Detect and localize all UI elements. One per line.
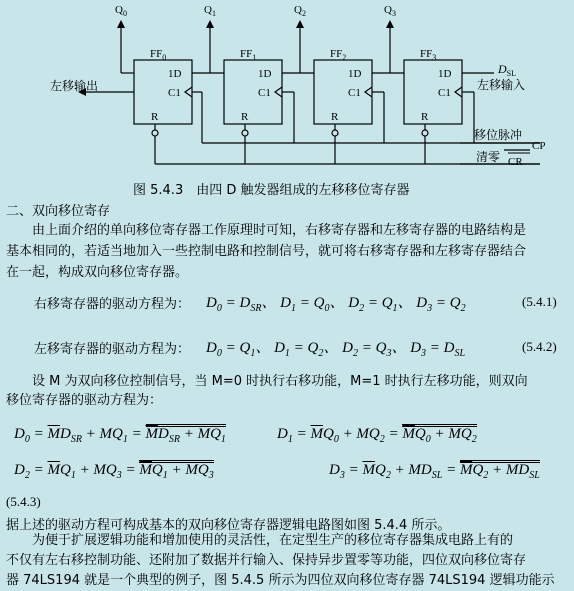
q3-label: $Q_3$ [384,4,396,18]
ff3-box [404,60,462,124]
ff3-pin-c: C1 [438,87,451,99]
left-shift-eq-number: (5.4.2) [522,339,557,354]
ff1-pin-c: C1 [258,87,271,99]
eq-d0: $D_0 = \overline{M}D_{SR} + MQ_1 = \overline{M}D_{SR} + MQ_1$ [14,426,226,445]
figure-caption: 图 5.4.3 由四 D 触发器组成的左移移位寄存器 [133,183,410,198]
dsl-label: $D_{SL}$ [498,62,517,78]
left-shift-equation: $D_0 = Q_1$、 $D_1 = Q_2$、 $D_2 = Q_3$、 $D_3 = D_{SL}$ [206,340,466,359]
shift-register-diagram [0,0,574,178]
ff0-pin-r: R [151,111,159,123]
ff1-pin-d: 1D [258,68,272,80]
last-line1: 为便于扩展逻辑功能和增加使用的灵活性，在定型生产的移位寄存器集成电路上有的 [6,533,514,548]
circuit-reference-line: 据上述的驱动方程可构成基本的双向移位寄存器逻辑电路图如图 5.4.4 所示。 [6,518,451,533]
eq-d2: $D_2 = \overline{M}Q_1 + MQ_3 = \overline{M}Q_1 + MQ_3$ [14,462,214,481]
q2-label: $Q_2$ [294,4,306,18]
para1-line1: 由上面介绍的单向移位寄存器工作原理时可知，右移寄存器和左移寄存器的电路结构是 [6,223,527,238]
ff0-pin-d: 1D [168,68,182,80]
m-signal-line2: 移位寄存器的驱动方程为： [6,393,163,408]
section-heading: 二、双向移位寄存 [6,204,111,219]
cp-label: CP [532,140,546,152]
cr-label: CR [508,156,523,168]
ff2-pin-r: R [331,111,339,123]
ff3-label: $FF_3$ [420,48,437,62]
right-shift-eq-number: (5.4.1) [522,294,557,309]
ff2-pin-d: 1D [348,68,362,80]
left-shift-label: 左移寄存器的驱动方程为： [34,342,191,357]
eq-d1: $D_1 = \overline{M}Q_0 + MQ_2 = \overline{M}Q_0 + MQ_2$ [277,426,477,445]
ff2-pin-c: C1 [348,87,361,99]
clear-label: 清零 [476,150,501,164]
left-output-label: 左移输出 [50,79,99,93]
ff1-box [224,60,282,124]
ff3-pin-r: R [421,111,429,123]
bidir-eq-number: (5.4.3) [6,494,41,509]
ff2-label: $FF_2$ [330,48,347,62]
ff1-pin-r: R [241,111,249,123]
ff0-pin-c: C1 [168,87,181,99]
ff1-label: $FF_1$ [240,48,257,62]
right-shift-label: 右移寄存器的驱动方程为： [34,297,191,312]
q0-label: $Q_0$ [115,4,127,18]
ff0-label: $FF_0$ [150,48,167,62]
right-shift-equation: $D_0 = D_{SR}$、 $D_1 = Q_0$、 $D_2 = Q_1$、 $D_3 = Q_2$ [206,295,466,314]
m-signal-line1: 设 M 为双向移位控制信号，当 M=0 时执行右移功能，M=1 时执行左移功能，则双向 [6,374,528,389]
eq-d3: $D_3 = \overline{M}Q_2 + MD_{SL} = \overline{M}Q_2 + MD_{SL}$ [329,462,540,481]
left-input-label: 左移输入 [477,78,526,92]
shift-pulse-label: 移位脉冲 [474,128,523,142]
last-line2: 不仅有左右移控制功能、还附加了数据并行输入、保持异步置零等功能，四位双向移位寄存 [6,553,527,568]
paragraph-1 [6,220,568,283]
para1-line2: 基本相同的，若适当地加入一些控制电路和控制信号，就可将右移寄存器和左移寄存器结合 [6,244,527,259]
paragraph-last [6,531,568,591]
ff0-box [134,60,192,124]
q1-label: $Q_1$ [204,4,216,18]
ff3-pin-d: 1D [438,68,452,80]
ff2-box [314,60,372,124]
para1-line3: 在一起，构成双向移位寄存器。 [6,265,189,280]
last-line3: 器 74LS194 就是一个典型的例子，图 5.4.5 所示为四位双向移位寄存器 74LS194 逻辑功能示 [6,573,555,588]
